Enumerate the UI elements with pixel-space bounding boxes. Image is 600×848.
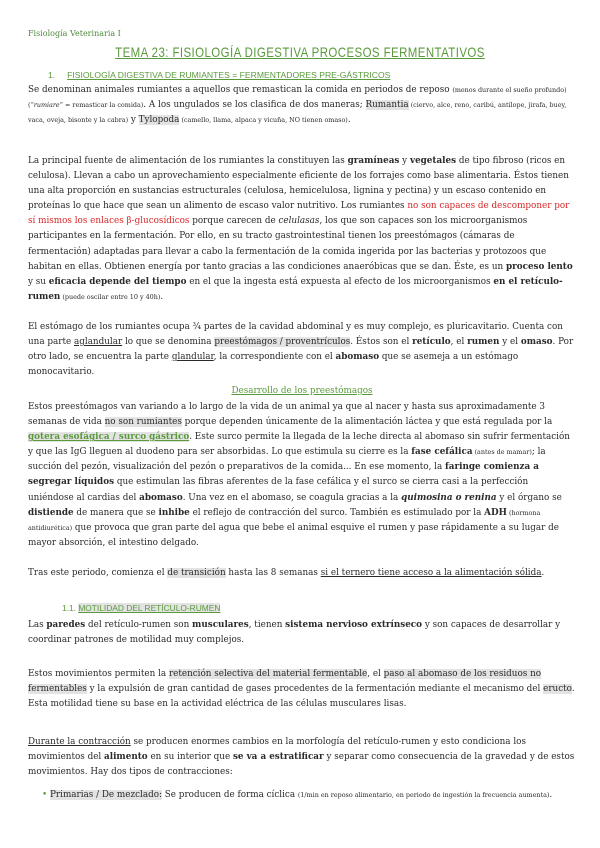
- paragraph-feeding: La principal fuente de alimentación de los rumiantes la constituyen las gramíneas y vegetales de tipo fibroso (ricos en celulosa). Llevan a cabo un aprovechamiento especialmente eficiente de los forrajes como base alimentaria. Éstos tienen una alta proporción en sustancias estructurales (celulosa, hemicelulosa, lignina y pectina) y un escaso contenido en proteínas lo que hace que sean un alimento de escaso valor nutritivo. Los rumiantes no son capaces de descomponer por sí mismos los enlaces β-glucosídicos porque carecen de celulasas, los que son capaces son los microorganismos participantes en la fermentación. Por ello, en su tracto gastrointestinal tienen los preestómagos (cámaras de fermentación) adaptadas para llevar a cabo la fermentación de la comida ingerida por las bacterias y protozoos que habitan en ellas. Obtienen energía por tanto gracias a las condiciones anaeróbicas que se dan. Éste, es un proceso lento y su eficacia depende del tiempo en el que la ingesta está expuesta al efecto de los microorganismos en el retículo-rumen (puede oscilar entre 10 y 40h).: [28, 156, 573, 302]
- gotera-term: gotera esofágica / surco gástrico: [28, 432, 190, 443]
- subsection-heading: [62, 603, 220, 613]
- paragraph-transition: Tras este periodo, comienza el de transición hasta las 8 semanas si el ternero tiene acceso a la alimentación sólida.: [28, 568, 545, 578]
- paragraph-development: Estos preestómagos van variando a lo largo de la vida de un animal ya que al nacer y hasta sus aproximadamente 3 semanas de vida no son rumiantes porque dependen únicamente de la alimentación láctea y que está regulada por la gotera esofágica / surco gástrico. Este surco permite la llegada de la leche directa al abomaso sin sufrir fermentación y que las IgG lleguen al duodeno para ser absorbidas. Lo que estimula su cierre es la fase cefálica (antes de mamar); la succión del pezón, visualización del pezón o preparativos de la comida... En ese momento, la faringe comienza a segregar líquidos que estimulan las fibras aferentes de la fase cefálica y el surco se cierra casi a la perfección uniéndose al cardias del abomaso. Una vez en el abomaso, se coagula gracias a la quimosina o renina y el órgano se distiende de manera que se inhibe el reflejo de contracción del surco. También es estimulado por la ADH (hormona antidiurética) que provoca que gran parte del agua que bebe el animal esquive el rumen y pase rápidamente a su lugar de mayor absorción, el intestino delgado.: [28, 402, 570, 548]
- bullet-marker: •: [42, 790, 48, 800]
- subsection-title: MOTILIDAD DEL RETÍCULO-RUMEN: [78, 603, 221, 613]
- paragraph-walls: Las paredes del retículo-rumen son musculares, tienen sistema nervioso extrínseco y son capaces de desarrollar y coordinar patrones de motilidad muy complejos.: [28, 620, 561, 646]
- paragraph-stomach: El estómago de los rumiantes ocupa ¾ partes de la cavidad abdominal y es muy complejo, es pluricavitario. Cuenta con una parte aglandular lo que se denomina preestómagos / proventrículos. Éstos son el retículo, el rumen y el omaso. Por otro lado, se encuentra la parte glandular, la correspondiente con el abomaso que se asemeja a un estómago monocavitario.: [28, 322, 574, 378]
- tylopoda-term: Tylopoda: [138, 115, 180, 126]
- highlight-enlaces: no son capaces de descomponer por sí mismos los enlaces β-glucosídicos: [28, 201, 570, 227]
- rumantia-term: Rumantia: [365, 100, 409, 111]
- subheading: Desarrollo de los preestómagos: [231, 386, 373, 396]
- page-header: Fisiología Veterinaria I: [28, 29, 121, 38]
- subsection-number: 1.1.: [62, 603, 76, 613]
- paragraph-intro: Se denominan animales rumiantes a aquellos que remastican la comida en periodos de reposo (menos durante el sueño profundo) (“rumiare” = remasticar la comida). A los ungulados se los clasifica de dos maneras; Rumantia (ciervo, alce, reno, caribú, antílope, jirafa, buey, vaca, oveja, bisonte y la cabra) y Tylopoda (camello, llama, alpaca y vicuña, NO tienen omaso).: [28, 85, 567, 126]
- section-number: 1.: [48, 70, 56, 80]
- page-title: TEMA 23: FISIOLOGÍA DIGESTIVA PROCESOS FERMENTATIVOS: [115, 44, 485, 60]
- section-heading: [48, 70, 390, 80]
- paragraph-contraction: Durante la contracción se producen enormes cambios en la morfología del retículo-rumen y esto condiciona los movimientos del alimento en su interior que se va a estratificar y separar como consecuencia de la gravedad y de estos movimientos. Hay dos tipos de contracciones:: [28, 737, 575, 778]
- list-item: • Primarias / De mezclado: Se producen de forma cíclica (1/min en reposo alimentario, en periodo de ingestión la frecuencia aumenta).: [42, 790, 553, 800]
- paragraph-movements: Estos movimientos permiten la retención selectiva del material fermentable, el paso al abomaso de los residuos no fermentables y la expulsión de gran cantidad de gases procedentes de la fermentación mediante el mecanismo del eructo. Esta motilidad tiene su base en la actividad eléctrica de las células musculares lisas.: [28, 669, 575, 710]
- section-title: FISIOLOGÍA DIGESTIVA DE RUMIANTES = FERMENTADORES PRE-GÁSTRICOS: [67, 70, 391, 80]
